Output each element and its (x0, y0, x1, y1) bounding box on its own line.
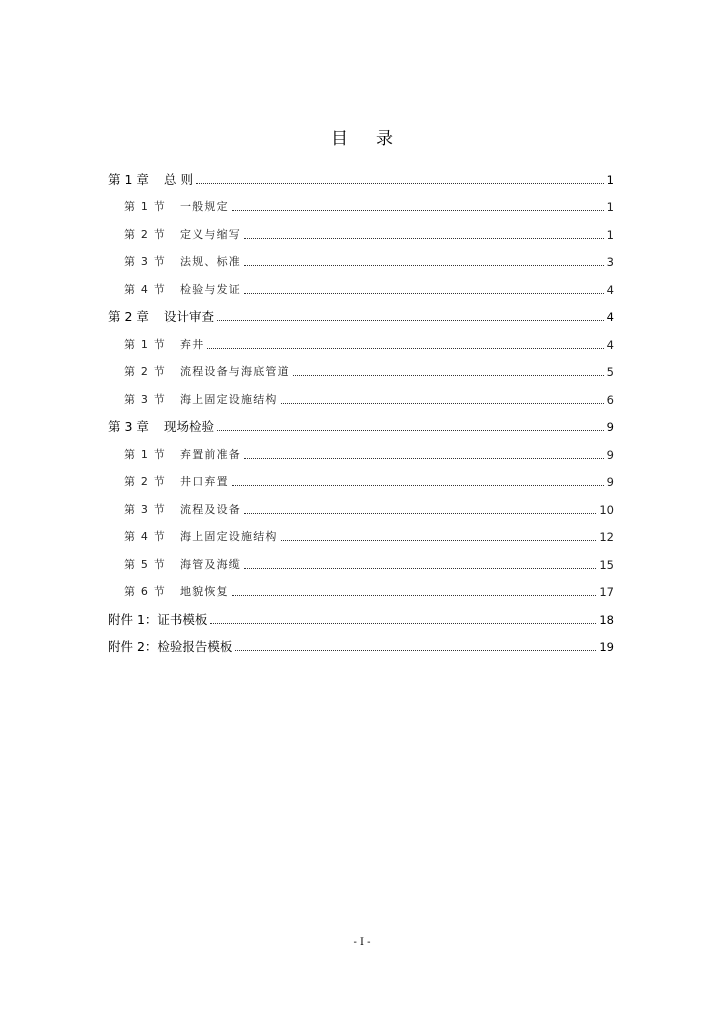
toc-entry-label: 海上固定设施结构 (180, 530, 278, 543)
toc-entry-label: 流程设备与海底管道 (180, 365, 290, 378)
toc-leader-dots (244, 567, 596, 569)
toc-entry[interactable] (108, 214, 614, 242)
page-number-footer: - I - (353, 937, 371, 948)
toc-entry[interactable] (108, 627, 614, 655)
toc-entry[interactable] (108, 434, 614, 462)
toc-entry-page: 17 (599, 585, 614, 599)
toc-entry-number: 第 4 节 (124, 282, 166, 296)
toc-entry[interactable] (108, 187, 614, 215)
toc-entry-page: 4 (606, 337, 614, 352)
toc-entry-number: 第 5 节 (124, 557, 166, 571)
toc-entry-page: 9 (606, 420, 614, 434)
toc-entry[interactable] (108, 159, 614, 187)
toc-entry-label: 总 则 (164, 171, 193, 187)
toc-leader-dots (244, 292, 604, 294)
toc-leader-dots (210, 622, 596, 624)
toc-entry-number: 第 2 章 (108, 309, 149, 324)
toc-entry-page: 5 (606, 365, 614, 379)
toc-entry-page: 6 (606, 392, 614, 407)
toc-entry-number: 第 1 节 (124, 200, 166, 213)
toc-leader-dots (217, 319, 604, 321)
toc-leader-dots (235, 649, 596, 651)
toc-entry[interactable] (108, 297, 614, 325)
toc-entry-number: 第 4 节 (124, 530, 166, 543)
toc-title-left: 目 (331, 129, 348, 149)
toc-entry-page: 3 (606, 255, 614, 269)
toc-entry-number: 第 3 章 (108, 419, 149, 434)
toc-entry-number: 第 3 节 (124, 502, 166, 516)
toc-leader-dots (232, 209, 604, 211)
toc-title (0, 124, 724, 149)
toc-leader-dots (217, 429, 604, 431)
toc-entry-page: 18 (599, 612, 614, 627)
toc-entry-label: 现场检验 (164, 419, 215, 434)
toc-entry[interactable] (108, 379, 614, 407)
toc-entry-label: 一般规定 (180, 200, 229, 213)
toc-entry-label: 弃井 (180, 337, 205, 351)
toc-entry-label: 法规、标准 (180, 255, 241, 268)
toc-leader-dots (207, 347, 603, 349)
toc-leader-dots (232, 594, 597, 596)
toc-entry[interactable] (108, 269, 614, 297)
toc-entry-number: 第 6 节 (124, 585, 166, 598)
toc-entry-number: 第 1 节 (124, 447, 166, 461)
toc-entry-number: 第 3 节 (124, 255, 166, 268)
toc-entry-page: 1 (606, 227, 614, 242)
toc-entry-label: 海上固定设施结构 (180, 392, 278, 406)
toc-entry-number: 第 2 节 (124, 475, 166, 488)
toc-leader-dots (232, 484, 604, 486)
toc-entry-page: 1 (606, 200, 614, 214)
toc-entry-page: 15 (599, 557, 614, 572)
toc-leader-dots (244, 512, 596, 514)
toc-entry[interactable] (108, 352, 614, 380)
toc-entry[interactable] (108, 242, 614, 270)
toc-entry-page: 4 (606, 282, 614, 297)
toc-entry-label: 流程及设备 (180, 502, 241, 516)
toc-entry-number: 第 2 节 (124, 365, 166, 378)
toc-entry-label: 井口弃置 (180, 475, 229, 488)
toc-leader-dots (196, 182, 604, 184)
toc-entry[interactable] (108, 462, 614, 490)
toc-entry-number: 第 3 节 (124, 392, 166, 406)
toc-entry-page: 9 (606, 447, 614, 462)
toc-entry[interactable] (108, 407, 614, 435)
toc-entry-label: 检验与发证 (180, 282, 241, 296)
toc-entry-number: 第 1 章 (108, 171, 149, 187)
toc-entry-number: 第 1 节 (124, 337, 166, 351)
toc-leader-dots (244, 264, 604, 266)
toc-entry[interactable] (108, 324, 614, 352)
toc-leader-dots (281, 402, 604, 404)
toc-leader-dots (244, 237, 604, 239)
toc-entry-label: 地貌恢复 (180, 585, 229, 598)
toc-entry-label: 设计审查 (164, 309, 215, 324)
toc-entry[interactable] (108, 544, 614, 572)
table-of-contents (108, 159, 614, 654)
toc-entry-label: 海管及海缆 (180, 557, 241, 571)
toc-leader-dots (281, 539, 597, 541)
toc-entry-page: 19 (599, 640, 614, 654)
toc-leader-dots (293, 374, 604, 376)
toc-entry-page: 9 (606, 475, 614, 489)
toc-title-right: 录 (376, 129, 393, 149)
toc-entry[interactable] (108, 489, 614, 517)
toc-entry-page: 12 (599, 530, 614, 544)
toc-entry-label: 附件 1：证书模板 (108, 611, 208, 627)
toc-leader-dots (244, 457, 604, 459)
toc-entry-page: 4 (606, 310, 614, 324)
toc-entry-label: 附件 2：检验报告模板 (108, 639, 233, 654)
toc-entry-label: 定义与缩写 (180, 227, 241, 241)
toc-entry-number: 第 2 节 (124, 227, 166, 241)
toc-entry[interactable] (108, 599, 614, 627)
toc-entry[interactable] (108, 572, 614, 600)
toc-entry[interactable] (108, 517, 614, 545)
toc-entry-page: 10 (599, 502, 614, 517)
toc-entry-page: 1 (606, 172, 614, 187)
toc-entry-label: 弃置前准备 (180, 447, 241, 461)
